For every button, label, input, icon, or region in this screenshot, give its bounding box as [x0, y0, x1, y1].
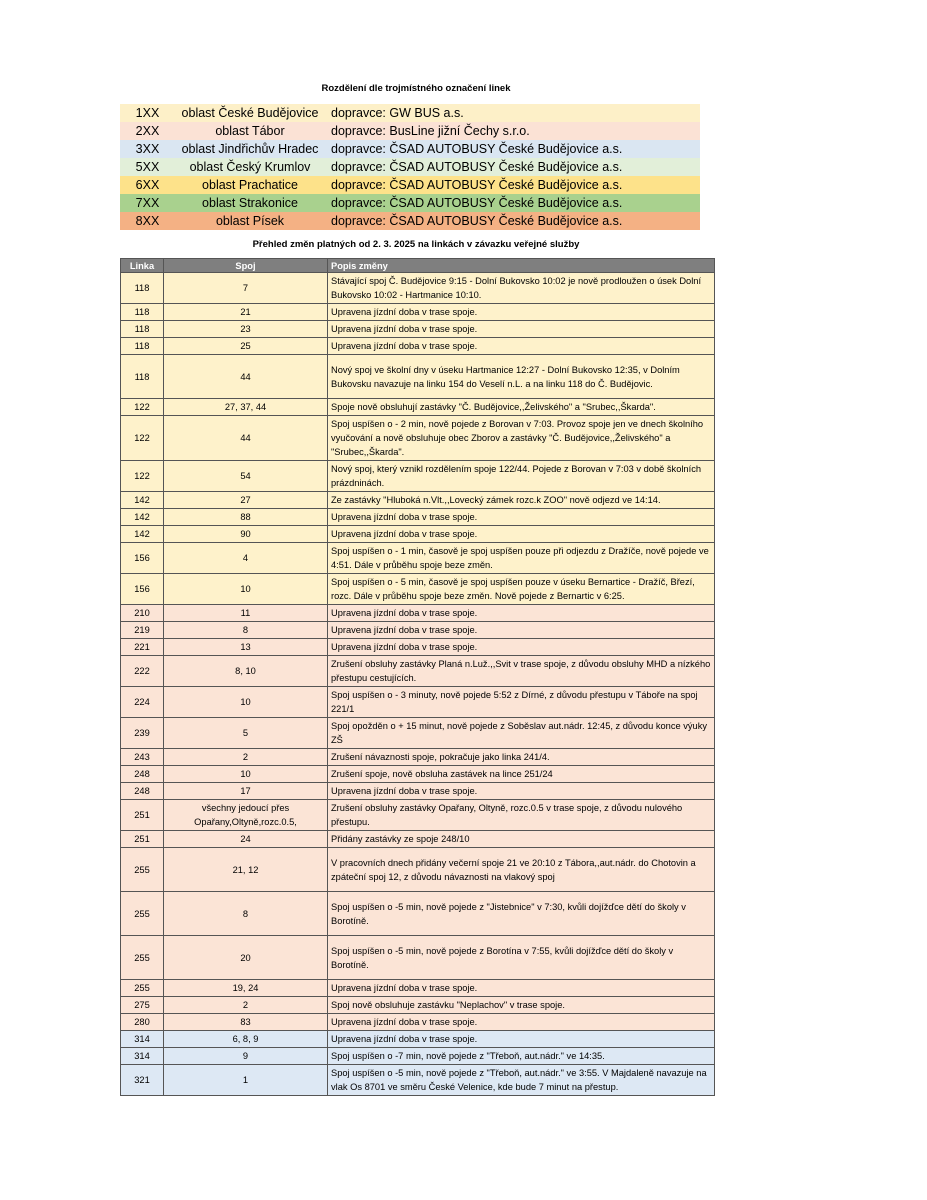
cell-trip: 10: [164, 574, 328, 605]
cell-description: Spoj opožděn o + 15 minut, nově pojede z Soběslav aut.nádr. 12:45, z důvodu konce výuky ZŠ: [328, 718, 715, 749]
table-row: [121, 416, 715, 461]
region-area: oblast Písek: [215, 214, 285, 228]
cell-description: Stávající spoj Č. Budějovice 9:15 - Dolní Bukovsko 10:02 je nově prodloužen o úsek Dolní Bukovsko 10:02 - Hartmanice 10:10.: [328, 273, 715, 304]
cell-trip: 44: [164, 416, 328, 461]
cell-line: 243: [121, 749, 164, 766]
cell-trip: 9: [164, 1048, 328, 1065]
cell-description: Spoj nově obsluhuje zastávku "Neplachov" v trase spoje.: [328, 997, 715, 1014]
cell-description: Nový spoj, který vznikl rozdělením spoje 122/44. Pojede z Borovan v 7:03 v době školních prázdninách.: [328, 461, 715, 492]
region-area: oblast Tábor: [215, 124, 285, 138]
table-row: [121, 509, 715, 526]
cell-line: 122: [121, 461, 164, 492]
cell-line: 251: [121, 800, 164, 831]
region-carrier: dopravce: ČSAD AUTOBUSY České Budějovice a.s.: [331, 142, 623, 156]
table-row: [121, 321, 715, 338]
cell-description: Ze zastávky "Hluboká n.Vlt.,,Lovecký zámek rozc.k ZOO" nově odjezd ve 14:14.: [328, 492, 715, 509]
cell-trip: 83: [164, 1014, 328, 1031]
cell-trip: 5: [164, 718, 328, 749]
cell-description: Upravena jízdní doba v trase spoje.: [328, 622, 715, 639]
cell-description: Upravena jízdní doba v trase spoje.: [328, 338, 715, 355]
cell-description: Spoj uspíšen o - 3 minuty, nově pojede 5:52 z Dírné, z důvodu přestupu v Táboře na spoj 221/1: [328, 687, 715, 718]
cell-line: 156: [121, 543, 164, 574]
cell-line: 122: [121, 416, 164, 461]
cell-line: 210: [121, 605, 164, 622]
cell-description: Zrušení spoje, nově obsluha zastávek na lince 251/24: [328, 766, 715, 783]
region-row: [120, 158, 700, 176]
cell-description: Upravena jízdní doba v trase spoje.: [328, 980, 715, 997]
cell-trip: 27: [164, 492, 328, 509]
cell-trip: 27, 37, 44: [164, 399, 328, 416]
cell-line: 321: [121, 1065, 164, 1096]
table-row: [121, 766, 715, 783]
region-carrier: dopravce: ČSAD AUTOBUSY České Budějovice a.s.: [331, 196, 623, 210]
table-row: [121, 622, 715, 639]
cell-description: Upravena jízdní doba v trase spoje.: [328, 304, 715, 321]
cell-trip: 4: [164, 543, 328, 574]
table-row: [121, 783, 715, 800]
region-row: [120, 194, 700, 212]
table-row: [121, 543, 715, 574]
cell-trip: 54: [164, 461, 328, 492]
table-row: [121, 800, 715, 831]
changes-table: [120, 258, 715, 1096]
table-row: [121, 639, 715, 656]
cell-line: 118: [121, 273, 164, 304]
table-row: [121, 461, 715, 492]
cell-line: 219: [121, 622, 164, 639]
cell-trip: 7: [164, 273, 328, 304]
cell-line: 314: [121, 1031, 164, 1048]
region-row: [120, 140, 700, 158]
region-code: 7XX: [135, 196, 160, 210]
cell-trip: 2: [164, 997, 328, 1014]
cell-trip: 10: [164, 687, 328, 718]
cell-line: 156: [121, 574, 164, 605]
cell-description: Upravena jízdní doba v trase spoje.: [328, 526, 715, 543]
cell-description: V pracovních dnech přidány večerní spoje 21 ve 20:10 z Tábora,,aut.nádr. do Chotovin a zpáteční spoj 12, z důvodu návaznosti na vlakový spoj: [328, 848, 715, 892]
region-carrier: dopravce: ČSAD AUTOBUSY České Budějovice a.s.: [331, 160, 623, 174]
cell-line: 255: [121, 892, 164, 936]
table-row: [121, 831, 715, 848]
cell-description: Upravena jízdní doba v trase spoje.: [328, 509, 715, 526]
cell-line: 118: [121, 304, 164, 321]
table-row: [121, 492, 715, 509]
table-row: [121, 848, 715, 892]
cell-trip: 90: [164, 526, 328, 543]
region-code: 6XX: [135, 178, 160, 192]
cell-line: 248: [121, 783, 164, 800]
region-code: 2XX: [135, 124, 160, 138]
table-row: [121, 273, 715, 304]
table-row: [121, 718, 715, 749]
cell-line: 280: [121, 1014, 164, 1031]
region-code: 5XX: [135, 160, 160, 174]
cell-trip: 44: [164, 355, 328, 399]
cell-description: Upravena jízdní doba v trase spoje.: [328, 783, 715, 800]
region-carrier: dopravce: BusLine jižní Čechy s.r.o.: [331, 124, 530, 138]
region-area: oblast Strakonice: [202, 196, 298, 210]
table-row: [121, 304, 715, 321]
cell-line: 122: [121, 399, 164, 416]
cell-trip: 8, 10: [164, 656, 328, 687]
table-row: [121, 526, 715, 543]
cell-description: Spoj uspíšen o - 1 min, časově je spoj uspíšen pouze při odjezdu z Dražíče, nově pojede ve 4:51. Dále v průběhu spoje beze změn.: [328, 543, 715, 574]
cell-trip: 21, 12: [164, 848, 328, 892]
cell-line: 239: [121, 718, 164, 749]
region-row: [120, 212, 700, 230]
cell-description: Spoj uspíšen o -5 min, nově pojede z "Jistebnice" v 7:30, kvůli dojížďce dětí do školy v Borotíně.: [328, 892, 715, 936]
region-area: oblast Jindřichův Hradec: [181, 142, 319, 156]
cell-trip: 88: [164, 509, 328, 526]
region-area: oblast Český Krumlov: [189, 160, 311, 174]
cell-line: 224: [121, 687, 164, 718]
table-row: [121, 892, 715, 936]
cell-line: 251: [121, 831, 164, 848]
cell-description: Spoj uspíšen o -7 min, nově pojede z "Třeboň, aut.nádr." ve 14:35.: [328, 1048, 715, 1065]
cell-trip: 20: [164, 936, 328, 980]
table-row: [121, 749, 715, 766]
cell-line: 255: [121, 848, 164, 892]
cell-line: 222: [121, 656, 164, 687]
cell-trip: 11: [164, 605, 328, 622]
region-code: 3XX: [135, 142, 160, 156]
cell-description: Nový spoj ve školní dny v úseku Hartmanice 12:27 - Dolní Bukovsko 12:35, v Dolním Bukovsku navazuje na linku 154 do Veselí n.L. a na linku 118 do Č. Budějovic.: [328, 355, 715, 399]
cell-description: Upravena jízdní doba v trase spoje.: [328, 639, 715, 656]
table-row: [121, 1048, 715, 1065]
table-row: [121, 656, 715, 687]
cell-trip: 8: [164, 622, 328, 639]
cell-trip: 21: [164, 304, 328, 321]
cell-description: Spoj uspíšen o -5 min, nově pojede z "Třeboň, aut.nádr." ve 3:55. V Majdaleně navazuje na vlak Os 8701 ve směru České Velenice, kde bude 7 minut na přestup.: [328, 1065, 715, 1096]
table-row: [121, 338, 715, 355]
header-trip: Spoj: [164, 259, 328, 273]
table-row: [121, 936, 715, 980]
cell-description: Upravena jízdní doba v trase spoje.: [328, 1014, 715, 1031]
cell-trip: 24: [164, 831, 328, 848]
cell-line: 221: [121, 639, 164, 656]
cell-description: Spoj uspíšen o - 2 min, nově pojede z Borovan v 7:03. Provoz spoje jen ve dnech školního vyučování a nově obsluhuje obec Zborov a zastávky "Č. Budějovice,,Želivského" a "Srubec,,Škarda".: [328, 416, 715, 461]
cell-line: 314: [121, 1048, 164, 1065]
table-row: [121, 980, 715, 997]
table-row: [121, 687, 715, 718]
table-header-row: [121, 259, 715, 273]
region-carrier: dopravce: ČSAD AUTOBUSY České Budějovice a.s.: [331, 178, 623, 192]
cell-description: Upravena jízdní doba v trase spoje.: [328, 605, 715, 622]
cell-description: Zrušení návaznosti spoje, pokračuje jako linka 241/4.: [328, 749, 715, 766]
cell-line: 255: [121, 936, 164, 980]
regions-table: [120, 104, 700, 230]
cell-trip: 6, 8, 9: [164, 1031, 328, 1048]
changes-title: Přehled změn platných od 2. 3. 2025 na linkách v závazku veřejné služby: [252, 239, 580, 250]
cell-description: Spoj uspíšen o -5 min, nově pojede z Borotína v 7:55, kvůli dojížďce dětí do školy v Borotíně.: [328, 936, 715, 980]
cell-description: Zrušení obsluhy zastávky Planá n.Luž.,,Svit v trase spoje, z důvodu obsluhy MHD a nízkého přestupu cestujících.: [328, 656, 715, 687]
cell-trip: všechny jedoucí přes Opařany,Oltyně,rozc.0.5,: [164, 800, 328, 831]
cell-line: 248: [121, 766, 164, 783]
cell-description: Přidány zastávky ze spoje 248/10: [328, 831, 715, 848]
table-row: [121, 605, 715, 622]
region-row: [120, 104, 700, 122]
cell-trip: 1: [164, 1065, 328, 1096]
cell-line: 275: [121, 997, 164, 1014]
cell-description: Spoj uspíšen o - 5 min, časově je spoj uspíšen pouze v úseku Bernartice - Dražíč, Březí, rozc. Dále v průběhu spoje beze změn. Nově pojede z Bernartic v 6:25.: [328, 574, 715, 605]
cell-line: 118: [121, 338, 164, 355]
header-description: Popis změny: [328, 259, 715, 273]
table-row: [121, 1031, 715, 1048]
cell-trip: 17: [164, 783, 328, 800]
cell-line: 118: [121, 321, 164, 338]
cell-description: Upravena jízdní doba v trase spoje.: [328, 321, 715, 338]
cell-description: Zrušení obsluhy zastávky Opařany, Oltyně, rozc.0.5 v trase spoje, z důvodu nulového přestupu.: [328, 800, 715, 831]
table-row: [121, 1065, 715, 1096]
cell-trip: 19, 24: [164, 980, 328, 997]
cell-line: 255: [121, 980, 164, 997]
region-code: 8XX: [135, 214, 160, 228]
region-row: [120, 176, 700, 194]
table-row: [121, 399, 715, 416]
cell-description: Upravena jízdní doba v trase spoje.: [328, 1031, 715, 1048]
region-area: oblast České Budějovice: [181, 106, 319, 120]
region-code: 1XX: [135, 106, 160, 120]
table-row: [121, 355, 715, 399]
cell-line: 142: [121, 526, 164, 543]
region-carrier: dopravce: ČSAD AUTOBUSY České Budějovice a.s.: [331, 214, 623, 228]
cell-trip: 25: [164, 338, 328, 355]
cell-line: 142: [121, 492, 164, 509]
table-row: [121, 574, 715, 605]
cell-trip: 10: [164, 766, 328, 783]
cell-line: 118: [121, 355, 164, 399]
regions-title: Rozdělení dle trojmístného označení linek: [321, 83, 511, 94]
cell-trip: 2: [164, 749, 328, 766]
table-row: [121, 1014, 715, 1031]
region-row: [120, 122, 700, 140]
table-row: [121, 997, 715, 1014]
region-carrier: dopravce: GW BUS a.s.: [331, 106, 464, 120]
region-area: oblast Prachatice: [202, 178, 298, 192]
cell-description: Spoje nově obsluhují zastávky "Č. Budějovice,,Želivského" a "Srubec,,Škarda".: [328, 399, 715, 416]
cell-line: 142: [121, 509, 164, 526]
cell-trip: 8: [164, 892, 328, 936]
header-line: Linka: [121, 259, 164, 273]
cell-trip: 13: [164, 639, 328, 656]
cell-trip: 23: [164, 321, 328, 338]
